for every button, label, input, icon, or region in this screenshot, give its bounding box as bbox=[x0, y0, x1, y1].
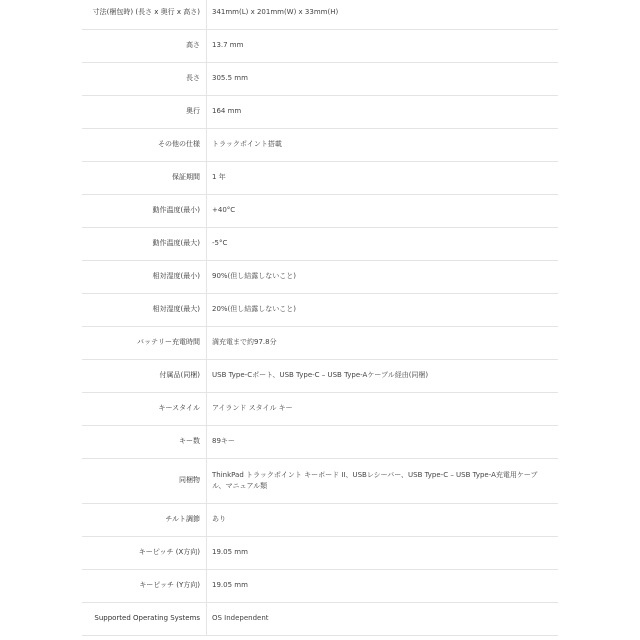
spec-value: 1 年 bbox=[207, 161, 559, 194]
spec-row bbox=[82, 458, 558, 503]
spec-label: 動作温度(最大) bbox=[82, 227, 207, 260]
spec-label: 保証期間 bbox=[82, 161, 207, 194]
spec-row bbox=[82, 602, 558, 635]
spec-row bbox=[82, 293, 558, 326]
spec-value: 19.05 mm bbox=[207, 569, 559, 602]
spec-value: 20%(但し結露しないこと) bbox=[207, 293, 559, 326]
spec-value: あり bbox=[207, 503, 559, 536]
specifications-table bbox=[82, 0, 558, 636]
spec-value: 341mm(L) x 201mm(W) x 33mm(H) bbox=[207, 0, 559, 29]
spec-label: 動作温度(最小) bbox=[82, 194, 207, 227]
spec-value: アイランド スタイル キー bbox=[207, 392, 559, 425]
spec-row bbox=[82, 392, 558, 425]
spec-value: トラックポイント搭載 bbox=[207, 128, 559, 161]
spec-row bbox=[82, 503, 558, 536]
spec-row bbox=[82, 161, 558, 194]
spec-row bbox=[82, 0, 558, 29]
spec-value: 19.05 mm bbox=[207, 536, 559, 569]
spec-label: その他の仕様 bbox=[82, 128, 207, 161]
spec-value: -5°C bbox=[207, 227, 559, 260]
spec-value: 満充電まで約97.8分 bbox=[207, 326, 559, 359]
spec-label: Supported Operating Systems bbox=[82, 602, 207, 635]
spec-label: 同梱物 bbox=[82, 458, 207, 503]
spec-row bbox=[82, 425, 558, 458]
spec-row bbox=[82, 569, 558, 602]
spec-label: キーピッチ (Y方向) bbox=[82, 569, 207, 602]
spec-row bbox=[82, 536, 558, 569]
spec-value: 90%(但し結露しないこと) bbox=[207, 260, 559, 293]
spec-label: チルト調節 bbox=[82, 503, 207, 536]
spec-row bbox=[82, 227, 558, 260]
spec-label: 長さ bbox=[82, 62, 207, 95]
spec-value: ThinkPad トラックポイント キーボード II、USBレシーバー、USB Type-C – USB Type-A充電用ケーブル、マニュアル類 bbox=[207, 458, 559, 503]
spec-label: バッテリー充電時間 bbox=[82, 326, 207, 359]
spec-label: キーピッチ (X方向) bbox=[82, 536, 207, 569]
spec-label: 相対湿度(最大) bbox=[82, 293, 207, 326]
spec-label: キー数 bbox=[82, 425, 207, 458]
spec-row bbox=[82, 260, 558, 293]
spec-label: 高さ bbox=[82, 29, 207, 62]
spec-row bbox=[82, 62, 558, 95]
spec-row bbox=[82, 326, 558, 359]
spec-label: 寸法(梱包時) (長さ x 奥行 x 高さ) bbox=[82, 0, 207, 29]
spec-value: 164 mm bbox=[207, 95, 559, 128]
spec-label: キースタイル bbox=[82, 392, 207, 425]
spec-label: 奥行 bbox=[82, 95, 207, 128]
spec-label: 付属品(同梱) bbox=[82, 359, 207, 392]
spec-value: OS Independent bbox=[207, 602, 559, 635]
spec-value: 13.7 mm bbox=[207, 29, 559, 62]
spec-value: 89キー bbox=[207, 425, 559, 458]
spec-row bbox=[82, 128, 558, 161]
spec-value: +40°C bbox=[207, 194, 559, 227]
spec-row bbox=[82, 95, 558, 128]
spec-row bbox=[82, 29, 558, 62]
spec-row bbox=[82, 359, 558, 392]
spec-value: USB Type-Cポート、USB Type-C – USB Type-Aケーブル経由(同梱) bbox=[207, 359, 559, 392]
spec-label: 相対湿度(最小) bbox=[82, 260, 207, 293]
spec-row bbox=[82, 194, 558, 227]
spec-value: 305.5 mm bbox=[207, 62, 559, 95]
